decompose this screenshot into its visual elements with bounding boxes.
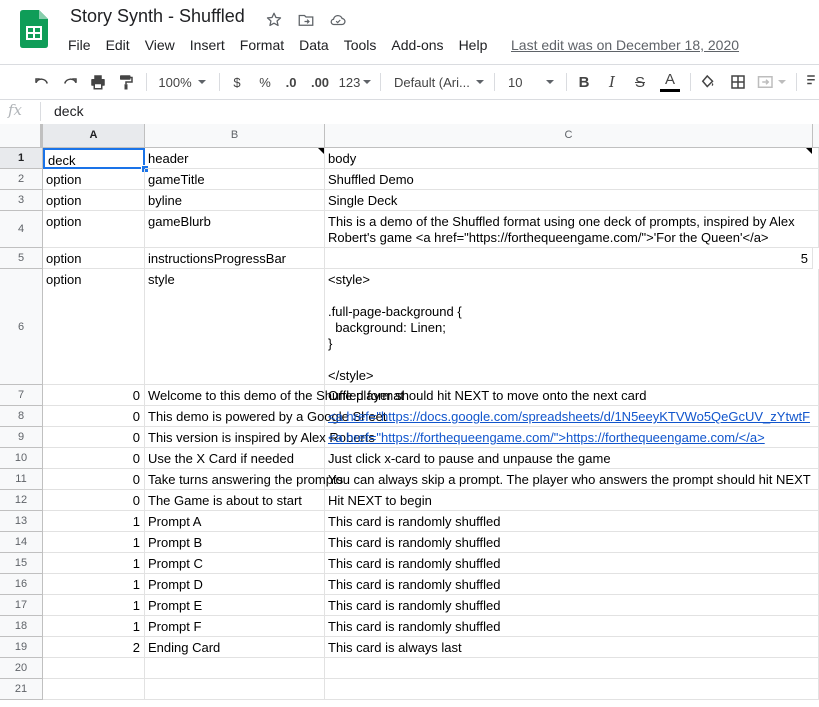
table-row	[0, 553, 819, 574]
zoom-value: 100%	[158, 74, 192, 90]
row-header[interactable]: 3	[0, 190, 43, 211]
text-color-label: A	[664, 71, 675, 88]
cell-a20[interactable]	[43, 658, 145, 679]
redo-icon[interactable]	[58, 65, 82, 99]
cell-b9[interactable]: This version is inspired by Alex Roberts	[145, 427, 325, 448]
row-header[interactable]: 16	[0, 574, 43, 595]
cell-b13[interactable]: Prompt A	[145, 511, 325, 532]
column-header-c[interactable]: C	[325, 124, 813, 147]
cell-c1-text: body	[328, 151, 357, 166]
fill-color-icon[interactable]	[696, 65, 720, 99]
chevron-down-icon	[476, 80, 484, 84]
cell-a18[interactable]: 1	[43, 616, 145, 637]
row-header[interactable]: 19	[0, 637, 43, 658]
row-header[interactable]: 10	[0, 448, 43, 469]
cell-b10[interactable]: Use the X Card if needed	[145, 448, 325, 469]
last-edit-link[interactable]: Last edit was on December 18, 2020	[511, 37, 740, 53]
italic-button[interactable]: I	[609, 73, 615, 91]
cell-c11[interactable]: You can always skip a prompt. The player who answers the prompt should hit NEXT	[325, 469, 819, 490]
cell-a5[interactable]: option	[43, 248, 145, 269]
cell-c7[interactable]: One player should hit NEXT to move onto the next card	[325, 385, 819, 406]
cell-a16[interactable]: 1	[43, 574, 145, 595]
menu-data[interactable]: Data	[299, 37, 329, 53]
menu-view[interactable]: View	[144, 37, 175, 53]
menu-file[interactable]: File	[68, 37, 91, 53]
print-icon[interactable]	[86, 65, 110, 99]
cell-a12[interactable]: 0	[43, 490, 145, 511]
cell-b1[interactable]	[145, 148, 325, 169]
font-size-select[interactable]	[500, 65, 562, 99]
table-row	[0, 469, 819, 490]
column-header-a[interactable]: A	[43, 124, 145, 147]
cell-a1[interactable]: deck	[43, 148, 145, 169]
decrease-decimal-button[interactable]: .0	[285, 74, 297, 90]
cell-b4[interactable]: gameBlurb	[145, 211, 325, 248]
column-headers	[0, 124, 819, 148]
cell-b18[interactable]: Prompt F	[145, 616, 325, 637]
cell-a2[interactable]: option	[43, 169, 145, 190]
more-formats-button[interactable]	[337, 65, 373, 99]
chevron-down-icon	[363, 80, 371, 84]
cell-a8[interactable]: 0	[43, 406, 145, 427]
cell-c18[interactable]: This card is randomly shuffled	[325, 616, 819, 637]
paint-format-icon[interactable]	[114, 65, 138, 99]
row-header[interactable]: 7	[0, 385, 43, 406]
cell-c20[interactable]	[325, 658, 819, 679]
cell-a6[interactable]: option	[43, 269, 145, 385]
cell-b3[interactable]: byline	[145, 190, 325, 211]
column-header-b[interactable]: B	[145, 124, 325, 147]
cell-c9[interactable]: <a href="https://forthequeengame.com/">https://forthequeengame.com/</a>	[325, 427, 819, 448]
more-tools-icon[interactable]	[802, 65, 819, 99]
cell-a13[interactable]: 1	[43, 511, 145, 532]
cell-b2[interactable]: gameTitle	[145, 169, 325, 190]
cell-b16[interactable]: Prompt D	[145, 574, 325, 595]
row-header[interactable]: 15	[0, 553, 43, 574]
menu-insert[interactable]: Insert	[189, 37, 225, 53]
table-row	[0, 637, 819, 658]
row-header[interactable]: 18	[0, 616, 43, 637]
table-row	[0, 269, 819, 385]
cell-c3[interactable]: Single Deck	[325, 190, 819, 211]
row-header[interactable]: 12	[0, 490, 43, 511]
table-row	[0, 574, 819, 595]
table-row	[0, 406, 819, 427]
cell-b12[interactable]: The Game is about to start	[145, 490, 325, 511]
zoom-select[interactable]	[152, 65, 212, 99]
menu-tools[interactable]: Tools	[343, 37, 377, 53]
table-row	[0, 169, 819, 190]
row-header[interactable]: 14	[0, 532, 43, 553]
cell-b8[interactable]: This demo is powered by a Google Sheet	[145, 406, 325, 427]
toolbar	[0, 64, 819, 100]
cell-a15[interactable]: 1	[43, 553, 145, 574]
cell-b17[interactable]: Prompt E	[145, 595, 325, 616]
table-row	[0, 658, 819, 679]
note-marker	[318, 148, 324, 154]
row-header[interactable]: 20	[0, 658, 43, 679]
cell-a7[interactable]: 0	[43, 385, 145, 406]
row-header[interactable]: 8	[0, 406, 43, 427]
table-row	[0, 595, 819, 616]
cell-a4[interactable]: option	[43, 211, 145, 248]
cell-c14[interactable]: This card is randomly shuffled	[325, 532, 819, 553]
cell-a14[interactable]: 1	[43, 532, 145, 553]
table-row	[0, 211, 819, 248]
table-row	[0, 385, 819, 406]
cell-b20[interactable]	[145, 658, 325, 679]
cell-c15[interactable]: This card is randomly shuffled	[325, 553, 819, 574]
strikethrough-button[interactable]: S	[634, 73, 645, 91]
cell-a9[interactable]: 0	[43, 427, 145, 448]
cell-a19[interactable]: 2	[43, 637, 145, 658]
cell-b19[interactable]: Ending Card	[145, 637, 325, 658]
undo-icon[interactable]	[30, 65, 54, 99]
menu-bar	[68, 37, 502, 53]
formula-input[interactable]: deck	[54, 103, 84, 119]
percent-format-button[interactable]: %	[259, 74, 271, 90]
font-family-value: Default (Ari...	[394, 74, 470, 90]
table-row	[0, 616, 819, 637]
formula-bar	[0, 99, 819, 125]
table-row	[0, 532, 819, 553]
cell-c8[interactable]: <a href="https://docs.google.com/spreadsheets/d/1N5eeyKTVWo5QeGcUV_zYtwtF	[325, 406, 819, 427]
table-row	[0, 248, 819, 269]
row-header[interactable]: 2	[0, 169, 43, 190]
cell-a10[interactable]: 0	[43, 448, 145, 469]
cell-c4[interactable]: This is a demo of the Shuffled format using one deck of prompts, inspired by Alex Robert's game <a href="https://forthequeengame.com/">'For the Queen'</a>	[325, 211, 819, 248]
table-row	[0, 490, 819, 511]
cell-b15[interactable]: Prompt C	[145, 553, 325, 574]
row-header[interactable]: 4	[0, 211, 43, 248]
cell-b11[interactable]: Take turns answering the prompts	[145, 469, 325, 490]
currency-format-button[interactable]: $	[233, 74, 241, 90]
table-row	[0, 511, 819, 532]
text-color-swatch	[660, 89, 680, 92]
chevron-down-icon	[546, 80, 554, 84]
cell-c5[interactable]: 5	[325, 248, 813, 269]
cell-c12[interactable]: Hit NEXT to begin	[325, 490, 819, 511]
table-row	[0, 679, 819, 700]
text-color-button[interactable]	[656, 65, 684, 99]
cell-b5[interactable]: instructionsProgressBar	[145, 248, 325, 269]
cell-c2[interactable]: Shuffled Demo	[325, 169, 819, 190]
app-header	[0, 0, 819, 64]
sheets-logo-icon[interactable]	[20, 10, 48, 48]
row-header[interactable]: 11	[0, 469, 43, 490]
cell-c17[interactable]: This card is randomly shuffled	[325, 595, 819, 616]
note-marker	[806, 148, 812, 154]
table-row	[0, 148, 819, 169]
cell-a11[interactable]: 0	[43, 469, 145, 490]
cell-c6[interactable]: <style> .full-page-background { background: Linen; } </style>	[325, 269, 819, 385]
select-all-corner[interactable]	[0, 124, 43, 147]
cloud-status-icon[interactable]	[327, 9, 349, 31]
cell-b21[interactable]	[145, 679, 325, 700]
bold-button[interactable]: B	[578, 73, 590, 91]
cell-b1-text: header	[148, 151, 189, 166]
star-icon[interactable]	[263, 9, 285, 31]
merge-cells-icon[interactable]	[754, 65, 788, 99]
row-header[interactable]: 13	[0, 511, 43, 532]
increase-decimal-button[interactable]: .00	[310, 74, 330, 90]
document-title[interactable]: Story Synth - Shuffled	[70, 6, 245, 26]
cell-c19[interactable]: This card is always last	[325, 637, 819, 658]
chevron-down-icon	[198, 80, 206, 84]
row-header[interactable]: 1	[0, 148, 43, 169]
row-header[interactable]: 17	[0, 595, 43, 616]
table-row	[0, 427, 819, 448]
menu-addons[interactable]: Add-ons	[391, 37, 444, 53]
menu-help[interactable]: Help	[458, 37, 488, 53]
menu-format[interactable]: Format	[239, 37, 285, 53]
fx-icon: fx	[8, 101, 23, 119]
cell-a17[interactable]: 1	[43, 595, 145, 616]
row-header[interactable]: 9	[0, 427, 43, 448]
menu-edit[interactable]: Edit	[105, 37, 130, 53]
cell-c1[interactable]	[325, 148, 819, 169]
font-size-value: 10	[508, 74, 523, 90]
cell-c16[interactable]: This card is randomly shuffled	[325, 574, 819, 595]
cell-c21[interactable]	[325, 679, 819, 700]
cell-a21[interactable]	[43, 679, 145, 700]
row-header[interactable]: 5	[0, 248, 43, 269]
table-row	[0, 448, 819, 469]
row-header[interactable]: 21	[0, 679, 43, 700]
move-folder-icon[interactable]	[295, 9, 317, 31]
chevron-down-icon	[778, 80, 786, 84]
cell-b7[interactable]: Welcome to this demo of the Shuffled format	[145, 385, 325, 406]
row-header[interactable]: 6	[0, 269, 43, 385]
font-family-select[interactable]	[388, 65, 488, 99]
cell-b14[interactable]: Prompt B	[145, 532, 325, 553]
cell-a3[interactable]: option	[43, 190, 145, 211]
borders-icon[interactable]	[726, 65, 750, 99]
cell-b6[interactable]: style	[145, 269, 325, 385]
table-row	[0, 190, 819, 211]
more-formats-label: 123	[338, 74, 361, 90]
cell-c13[interactable]: This card is randomly shuffled	[325, 511, 819, 532]
cell-c10[interactable]: Just click x-card to pause and unpause the game	[325, 448, 819, 469]
